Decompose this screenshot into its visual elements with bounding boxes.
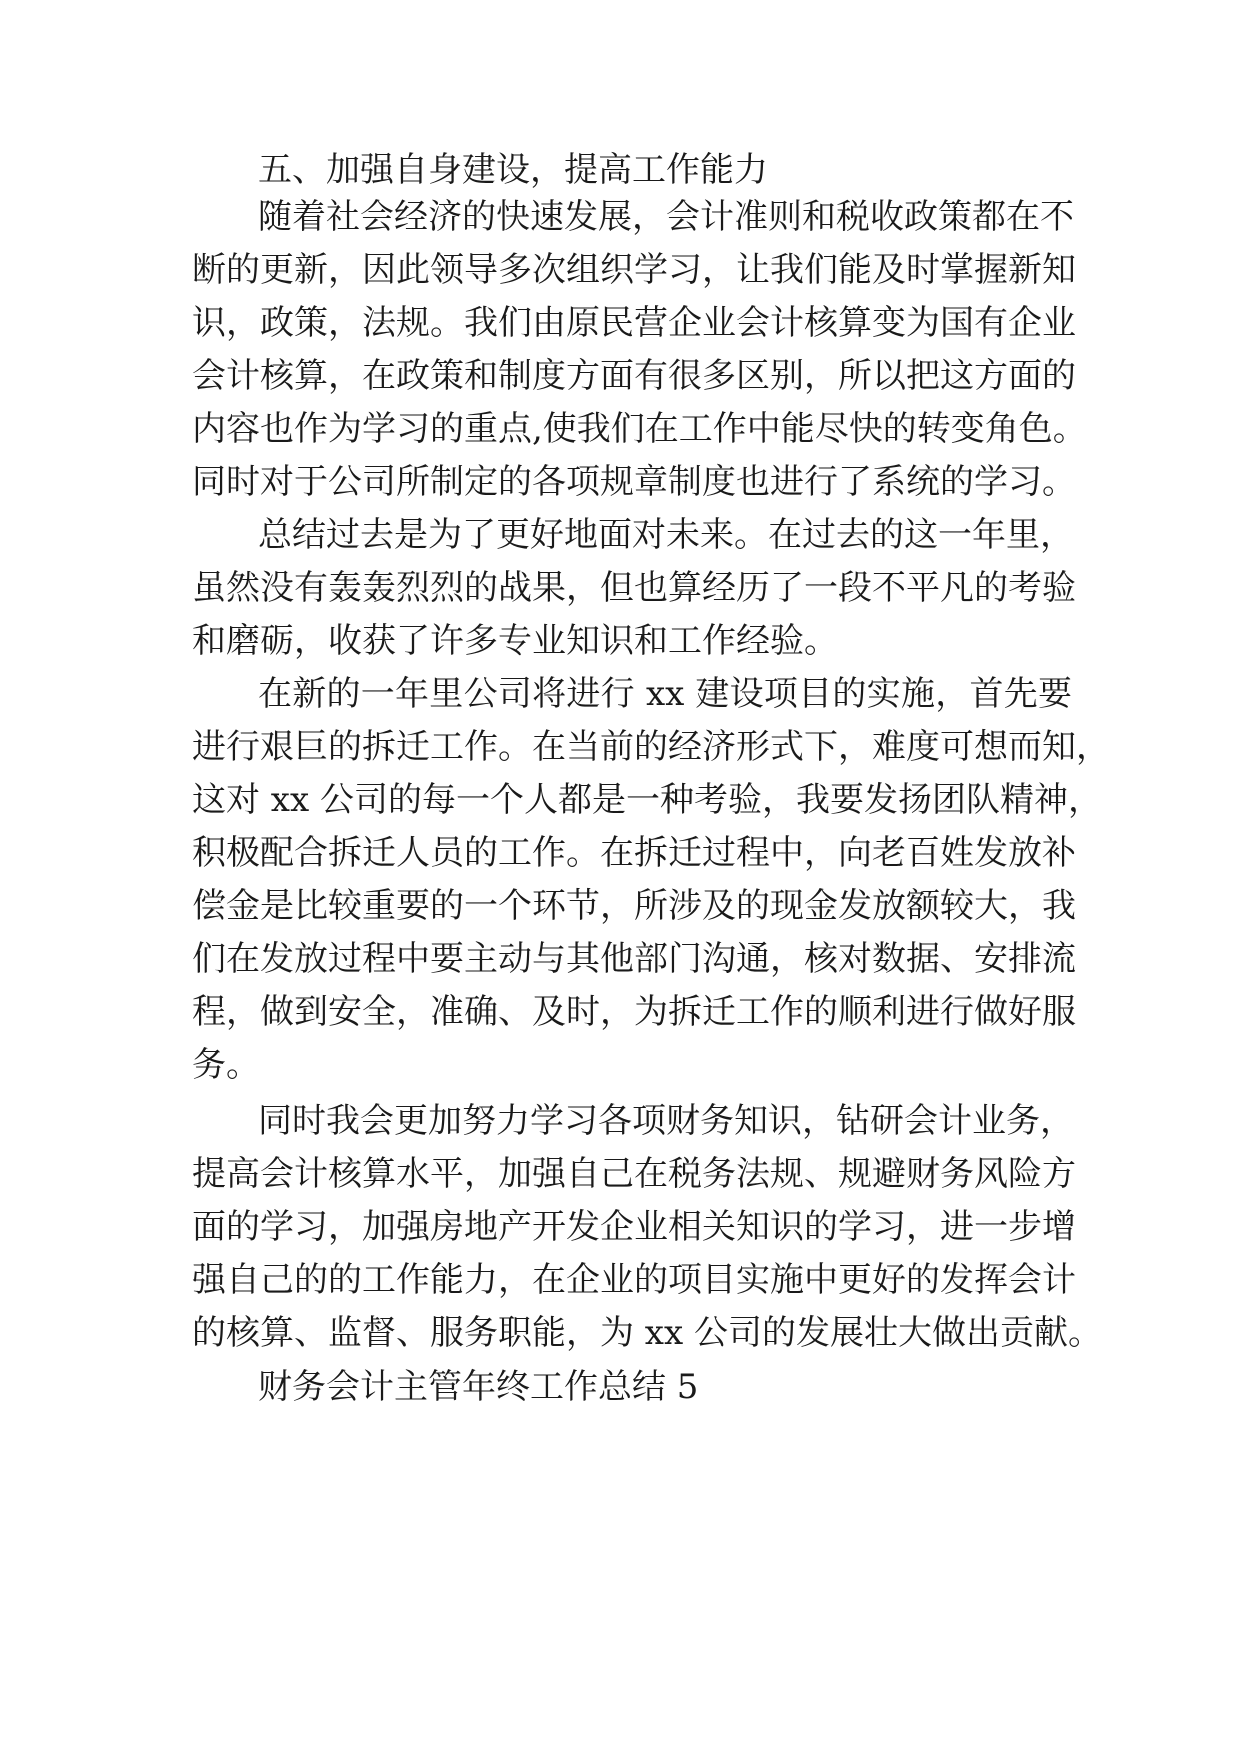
paragraph-line: 会计核算，在政策和制度方面有很多区别，所以把这方面的	[192, 356, 1076, 396]
paragraph-line: 提高会计核算水平，加强自己在税务法规、规避财务风险方	[192, 1154, 1076, 1194]
paragraph-line: 的核算、监督、服务职能，为 xx 公司的发展壮大做出贡献。	[192, 1313, 1102, 1353]
paragraph-line: 这对 xx 公司的每一个人都是一种考验，我要发扬团队精神，	[192, 780, 1102, 820]
paragraph-line: 同时我会更加努力学习各项财务知识，钻研会计业务，	[258, 1101, 1074, 1141]
paragraph-line: 强自己的的工作能力，在企业的项目实施中更好的发挥会计	[192, 1260, 1076, 1300]
paragraph-line: 积极配合拆迁人员的工作。在拆迁过程中，向老百姓发放补	[192, 833, 1076, 873]
paragraph-line: 程，做到安全，准确、及时，为拆迁工作的顺利进行做好服	[192, 992, 1076, 1032]
paragraph-line: 在新的一年里公司将进行 xx 建设项目的实施，首先要	[258, 674, 1072, 714]
paragraph-line: 偿金是比较重要的一个环节，所涉及的现金发放额较大，我	[192, 886, 1076, 926]
paragraph-line: 务。	[192, 1045, 260, 1085]
paragraph-line: 总结过去是为了更好地面对未来。在过去的这一年里，	[258, 515, 1074, 555]
paragraph-line: 内容也作为学习的重点,使我们在工作中能尽快的转变角色。	[192, 409, 1087, 449]
paragraph-line: 识，政策，法规。我们由原民营企业会计核算变为国有企业	[192, 303, 1076, 343]
paragraph-line: 同时对于公司所制定的各项规章制度也进行了系统的学习。	[192, 462, 1076, 502]
paragraph-line: 们在发放过程中要主动与其他部门沟通，核对数据、安排流	[192, 939, 1076, 979]
section-heading: 五、加强自身建设，提高工作能力	[258, 150, 768, 190]
paragraph-line: 进行艰巨的拆迁工作。在当前的经济形式下，难度可想而知，	[192, 727, 1110, 767]
next-section-title: 财务会计主管年终工作总结 5	[258, 1367, 699, 1407]
paragraph-line: 随着社会经济的快速发展，会计准则和税收政策都在不	[258, 197, 1074, 237]
paragraph-line: 面的学习，加强房地产开发企业相关知识的学习，进一步增	[192, 1207, 1076, 1247]
paragraph-line: 断的更新，因此领导多次组织学习，让我们能及时掌握新知	[192, 250, 1076, 290]
paragraph-line: 和磨砺，收获了许多专业知识和工作经验。	[192, 621, 838, 661]
paragraph-line: 虽然没有轰轰烈烈的战果，但也算经历了一段不平凡的考验	[192, 568, 1076, 608]
